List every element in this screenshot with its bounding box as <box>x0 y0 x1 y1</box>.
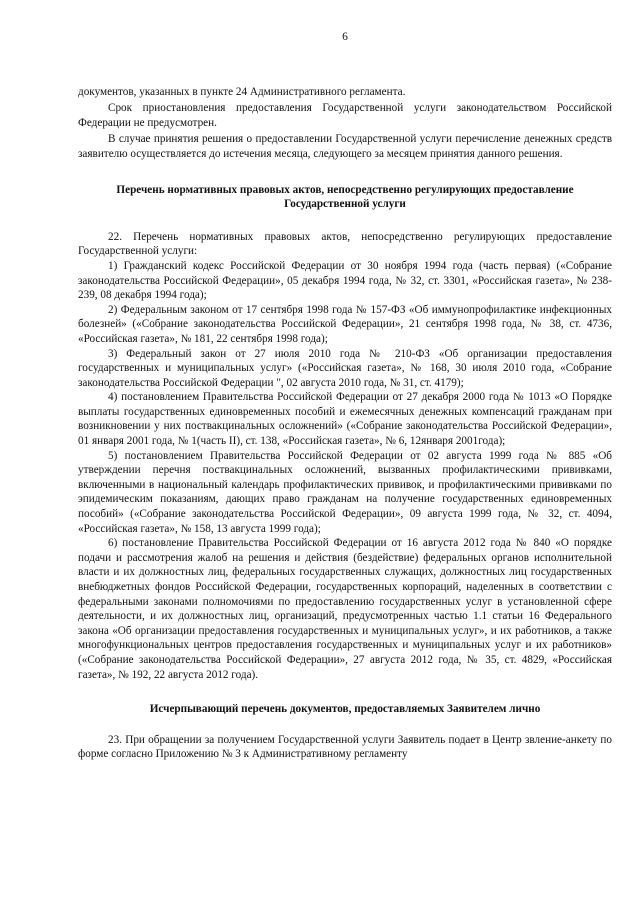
act-item-4: 4) постановлением Правительства Российской Федерации от 27 декабря 2000 года № 1013 «О Порядке выплаты государственных единовременных пособий и ежемесячных денежных компенсаций гражданам при возникновении у них поствакцинальных осложнений» («Собрание законодательства Российской Федерации», 01 января 2001 года, № 1(часть II), ст. 138, «Российская газета», № 6, 12января 2001года); <box>78 391 612 448</box>
paragraph-23: 23. При обращении за получением Государственной услуги Заявитель подает в Центр звление-анкету по форме согласно Приложению № 3 к Административному регламенту <box>78 733 612 761</box>
intro-paragraph-2: Срок приостановления предоставления Государственной услуги законодательством Российской Федерации не предусмотрен. <box>78 102 612 129</box>
act-item-2: 2) Федеральным законом от 17 сентября 1998 года № 157-ФЗ «Об иммунопрофилактике инфекционных болезней» («Собрание законодательства Российской Федерации», 21 сентября 1998 года, № 38, ст. 4736, «Российская газета», № 181, 22 сентября 1998 года); <box>78 303 612 345</box>
intro-paragraph-3: В случае принятия решения о предоставлении Государственной услуги перечисление денежных средств заявителю осуществляется до истечения месяца, следующего за месяцем принятия данного решения. <box>78 133 612 160</box>
section-heading-documents: Исчерпывающий перечень документов, предоставляемых Заявителем лично <box>149 703 541 716</box>
act-item-1: 1) Гражданский кодекс Российской Федерации от 30 ноября 1994 года (часть первая) («Собрание законодательства Российской Федерации», 05 декабря 1994 года, № 32, ст. 3301, «Российская газета», № 238-239, 08 декабря 1994 года); <box>78 259 612 302</box>
act-item-3: 3) Федеральный закон от 27 июля 2010 года № 210-ФЗ «Об организации предоставления государственных и муниципальных услуг» («Российская газета», № 168, 30 июля 2010 года, «Собрание законодательства Российской Федерации ", 02 августа 2010 года, № 31, ст. 4179); <box>78 347 612 389</box>
act-item-5: 5) постановлением Правительства Российской Федерации от 02 августа 1999 года № 885 «Об утверждении перечня поствакцинальных осложнений, вызванных профилактическими прививками, включенными в национальный календарь профилактических прививок, и профилактическими прививками по эпидемическим показаниям, дающих право гражданам на получение государственных единовременных пособий» («Собрание законодательства Российской Федерации», 09 августа 1999 года, № 32, ст. 4094, «Российская газета», № 158, 13 августа 1999 года); <box>78 449 612 535</box>
paragraph-22: 22. Перечень нормативных правовых актов, непосредственно регулирующих предоставление Государственной услуги: <box>78 230 612 258</box>
document-page <box>78 30 612 762</box>
page-number: 6 <box>342 31 348 43</box>
section-heading-regulations: Перечень нормативных правовых актов, непосредственно регулирующих предоставление Государственной услуги <box>116 183 574 211</box>
act-item-6: 6) постановление Правительства Российской Федерации от 16 августа 2012 года № 840 «О порядке подачи и рассмотрения жалоб на решения и действия (бездействие) федеральных органов исполнительной власти и их должностных лиц, федеральных государственных служащих, должностных лиц государственных внебюджетных фондов Российской Федерации, государственных корпораций, наделенных в соответствии с федеральными законами полномочиями по предоставлению государственных услуг в установленной сфере деятельности, и их должностных лиц, организаций, предусмотренных частью 1.1 статьи 16 Федерального закона «Об организации предоставления государственных и муниципальных услуг», и их работников, а также многофункциональных центров предоставления государственных и муниципальных услуг и их работников» («Собрание законодательства Российской Федерации», 27 августа 2012 года, № 35, ст. 4829, «Российская газета», № 192, 22 августа 2012 года). <box>78 537 612 681</box>
intro-paragraph-1: документов, указанных в пункте 24 Административного регламента. <box>78 85 406 98</box>
